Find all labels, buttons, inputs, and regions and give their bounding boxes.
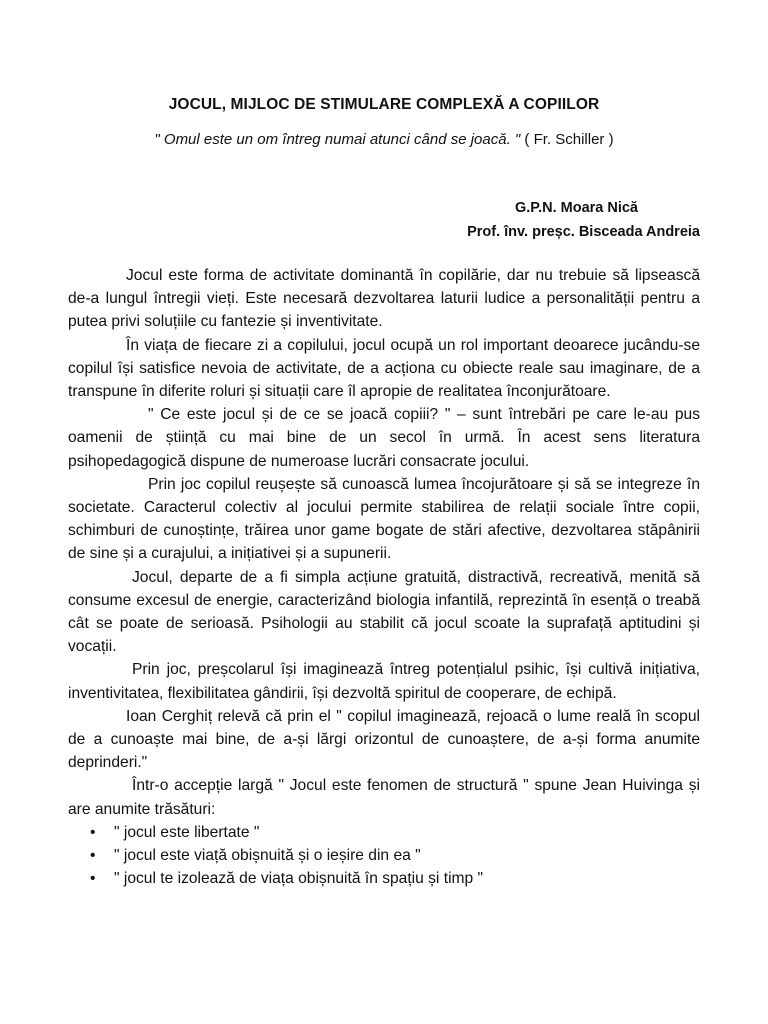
bullet-icon: • <box>90 870 96 888</box>
list-item <box>68 821 700 844</box>
paragraph-4: Prin joc copilul reușește să cunoască lumea încojurătoare și să se integreze în societate. Caracterul colectiv al jocului permite stabilirea de relații sociale între copii, schimburi de cunoștințe, trăirea unor game bogate de stări afective, dezvoltarea stăpânirii de sine și a curajului, a inițiativei și a supunerii. <box>68 475 700 563</box>
paragraph-8: Într-o accepție largă " Jocul este fenomen de structură " spune Jean Huivinga și are anumite trăsături: <box>68 777 700 818</box>
paragraph-3: " Ce este jocul și de ce se joacă copiii? " – sunt întrebări pe care le-au pus oamenii de știință cu mai bine de un secol în urmă. În acest sens literatura psihopedagogică dispune de numeroase lucrări consacrate jocului. <box>68 406 700 470</box>
paragraph-1: Jocul este forma de activitate dominantă în copilărie, dar nu trebuie să lipsească de-a lungul întregii vieți. Este necesară dezvoltarea laturii ludice a personalității pentru a putea privi soluțiile cu fantezie și inventivitate. <box>68 267 700 331</box>
author-name: Prof. înv. preșc. Bisceada Andreia <box>467 224 700 240</box>
paragraph-7: Ioan Cerghiț relevă că prin el " copilul imaginează, rejoacă o lume reală în scopul de a cunoaște mai bine, de a-și lărgi orizontul de cunoaștere, de a-și forma anumite deprinderi." <box>68 707 700 772</box>
body-text <box>68 264 700 890</box>
list-item <box>68 844 700 867</box>
motto-quote: " Omul este un om întreg numai atunci când se joacă. " <box>154 131 521 148</box>
list-item <box>68 867 700 890</box>
paragraph-2: În viața de fiecare zi a copilului, jocul ocupă un rol important deoarece jucându-se copilul își satisfice nevoia de activitate, de a acționa cu obiecte reale sau imaginare, de a transpune în diferite roluri și situații care îl apropie de realitatea înconjurătoare. <box>68 336 700 401</box>
author-school: G.P.N. Moara Nică <box>514 200 638 216</box>
bullet-icon: • <box>90 823 96 841</box>
list-item-text: " jocul este libertate " <box>114 823 260 841</box>
motto-source: ( Fr. Schiller ) <box>520 131 614 148</box>
list-item-text: " jocul te izolează de viața obișnuită în spațiu și timp " <box>114 870 484 888</box>
document-title: JOCUL, MIJLOC DE STIMULARE COMPLEXĂ A COPIILOR <box>168 96 600 113</box>
paragraph-5: Jocul, departe de a fi simpla acțiune gratuită, distractivă, recreativă, menită să consume excesul de energie, caracterizând biologia infantilă, reprezintă în esență o treabă cât se poate de serioasă. Psihologii au stabilit că jocul scoate la suprafață aptitudini și vocații. <box>68 568 700 656</box>
bullet-icon: • <box>90 847 96 865</box>
motto <box>0 131 768 148</box>
traits-list <box>68 821 700 891</box>
paragraph-6: Prin joc, preșcolarul își imaginează întreg potențialul psihic, își cultivă inițiativa, inventivitatea, flexibilitatea gândirii, își dezvoltă spiritul de cooperare, de echipă. <box>68 661 700 702</box>
list-item-text: " jocul este viață obișnuită și o ieșire din ea " <box>114 847 421 865</box>
